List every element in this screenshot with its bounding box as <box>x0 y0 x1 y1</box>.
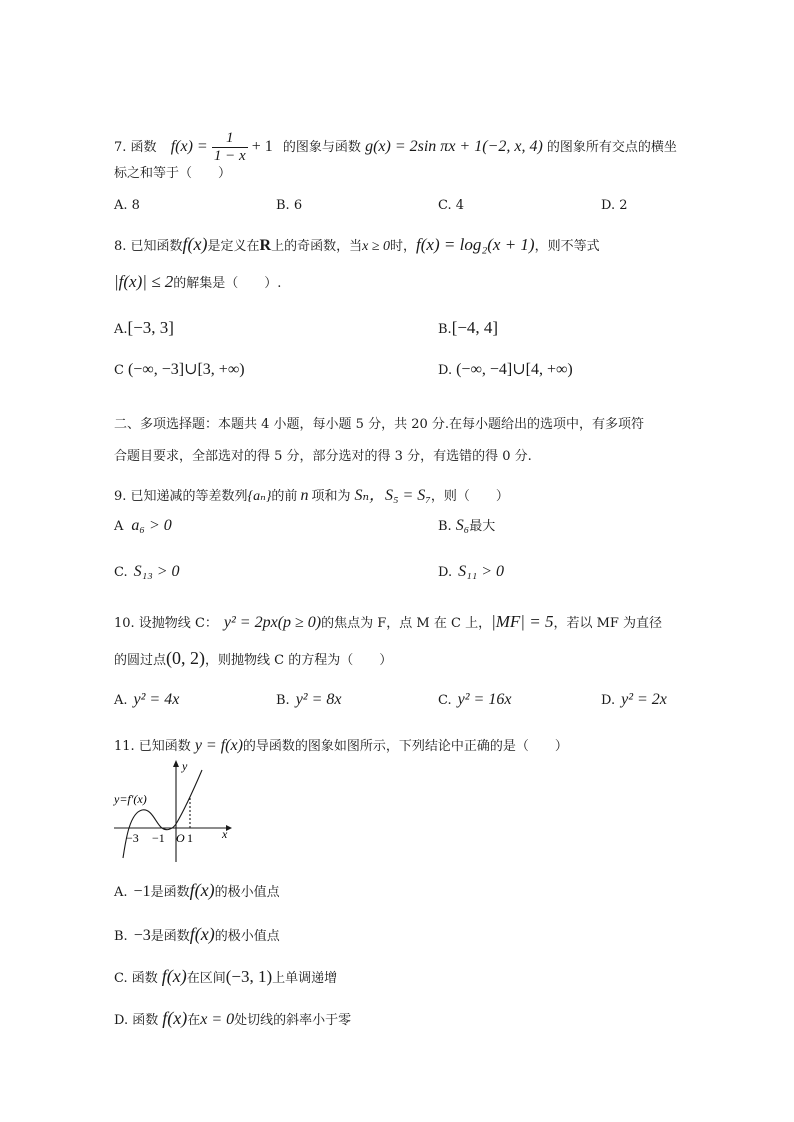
q7-option-d: D. 2 <box>601 198 628 213</box>
q9-option-a: A a₆ > 0 <box>114 517 172 534</box>
q8-line2: |f(x)| ≤ 2的解集是（ ）. <box>114 272 282 291</box>
graph-curve-label: y=f′(x) <box>114 792 147 806</box>
q8-R: R <box>259 237 272 254</box>
q8-option-d: D. (−∞, −4]∪[4, +∞) <box>438 361 573 378</box>
q7-option-b: B. 6 <box>276 198 303 213</box>
q8-def: f(x) = log₂(x + 1) <box>416 235 535 254</box>
tick-1: 1 <box>187 831 193 845</box>
q7-f-lhs: f(x) = <box>170 138 208 155</box>
tick-minus-1: −1 <box>152 831 165 845</box>
q9-option-c: C. S₁₃ > 0 <box>114 563 180 580</box>
tick-minus-3: −3 <box>126 831 139 845</box>
q11-option-d: D. 函数 f(x)在x = 0处切线的斜率小于零 <box>114 1008 352 1028</box>
q10-eq: y² = 2px(p ≥ 0) <box>223 614 322 631</box>
q10-option-d: D. y² = 2x <box>601 691 667 708</box>
q11-option-a: A. −1是函数f(x)的极小值点 <box>114 880 280 900</box>
q8-ineq: |f(x)| ≤ 2 <box>114 272 174 291</box>
section2-line1: 二、多项选择题：本题共 4 小题，每小题 5 分，共 20 分.在每小题给出的选项中，有多项符 <box>114 417 645 432</box>
q10-option-a: A. y² = 4x <box>114 691 180 708</box>
q11-option-b: B. −3是函数f(x)的极小值点 <box>114 924 280 944</box>
section2-line2: 合题目要求，全部选对的得 5 分，部分选对的得 3 分，有选错的得 0 分. <box>114 449 532 464</box>
q8-option-a: A.[−3, 3] <box>114 318 174 337</box>
q7-option-c: C. 4 <box>438 198 465 213</box>
q9-seq: {aₙ} <box>247 489 272 504</box>
q8-option-b: B.[−4, 4] <box>438 318 499 337</box>
q7-end: 的图象所有交点的横坐 <box>546 140 677 155</box>
q7-mid: 的图象与函数 <box>282 140 361 155</box>
derivative-graph <box>110 758 240 864</box>
q7-line2: 标之和等于（ ） <box>114 166 232 181</box>
q8-f: f(x) <box>182 234 208 254</box>
q10-line2: 的圆过点(0, 2)，则抛物线 C 的方程为（ ） <box>114 648 393 668</box>
q10-line1: 10. 设抛物线 C： y² = 2px(p ≥ 0)的焦点为 F，点 M 在 C 上，|MF| = 5，若以 MF 为直径 <box>114 612 663 631</box>
q7-number: 7. 函数 <box>114 140 157 155</box>
tick-origin: O <box>176 831 185 845</box>
q7-f-tail: + 1 <box>251 138 273 155</box>
q9-option-d: D. S₁₁ > 0 <box>438 563 505 580</box>
q10-mf: |MF| = 5 <box>491 612 554 631</box>
q7-fraction: $\frac{1}{1 - x}$ <box>213 130 246 164</box>
q7-line1 <box>114 130 677 165</box>
q9-cond: ，S₅ = S₇ <box>368 487 431 504</box>
q11-line1: 11. 已知函数 y = f(x)的导函数的图象如图所示，下列结论中正确的是（ ） <box>114 737 568 754</box>
q7-g: g(x) = 2sin πx + 1(−2, x, 4) <box>365 138 543 155</box>
q8-cond: x ≥ 0 <box>362 239 391 254</box>
q7-option-a: A. 8 <box>114 198 140 213</box>
q11-fn: y = f(x) <box>194 737 243 754</box>
q8-option-c: C (−∞, −3]∪[3, +∞) <box>114 361 245 378</box>
q10-option-b: B. y² = 8x <box>276 691 342 708</box>
q9-line1: 9. 已知递减的等差数列{aₙ}的前 n 项和为 Sₙ，S₅ = S₇，则（ ） <box>114 487 509 504</box>
graph-x-label: x <box>222 827 228 841</box>
q8-line1: 8. 已知函数f(x)是定义在R上的奇函数，当x ≥ 0时，f(x) = log₂(x + 1)，则不等式 <box>114 234 600 254</box>
q9-option-b: B. S₆最大 <box>438 517 496 534</box>
graph-y-label: y <box>182 759 188 773</box>
y-axis-arrow <box>173 760 179 767</box>
q10-option-c: C. y² = 16x <box>438 691 512 708</box>
q11-option-c: C. 函数 f(x)在区间(−3, 1)上单调递增 <box>114 966 338 986</box>
q10-point: (0, 2) <box>166 648 206 668</box>
